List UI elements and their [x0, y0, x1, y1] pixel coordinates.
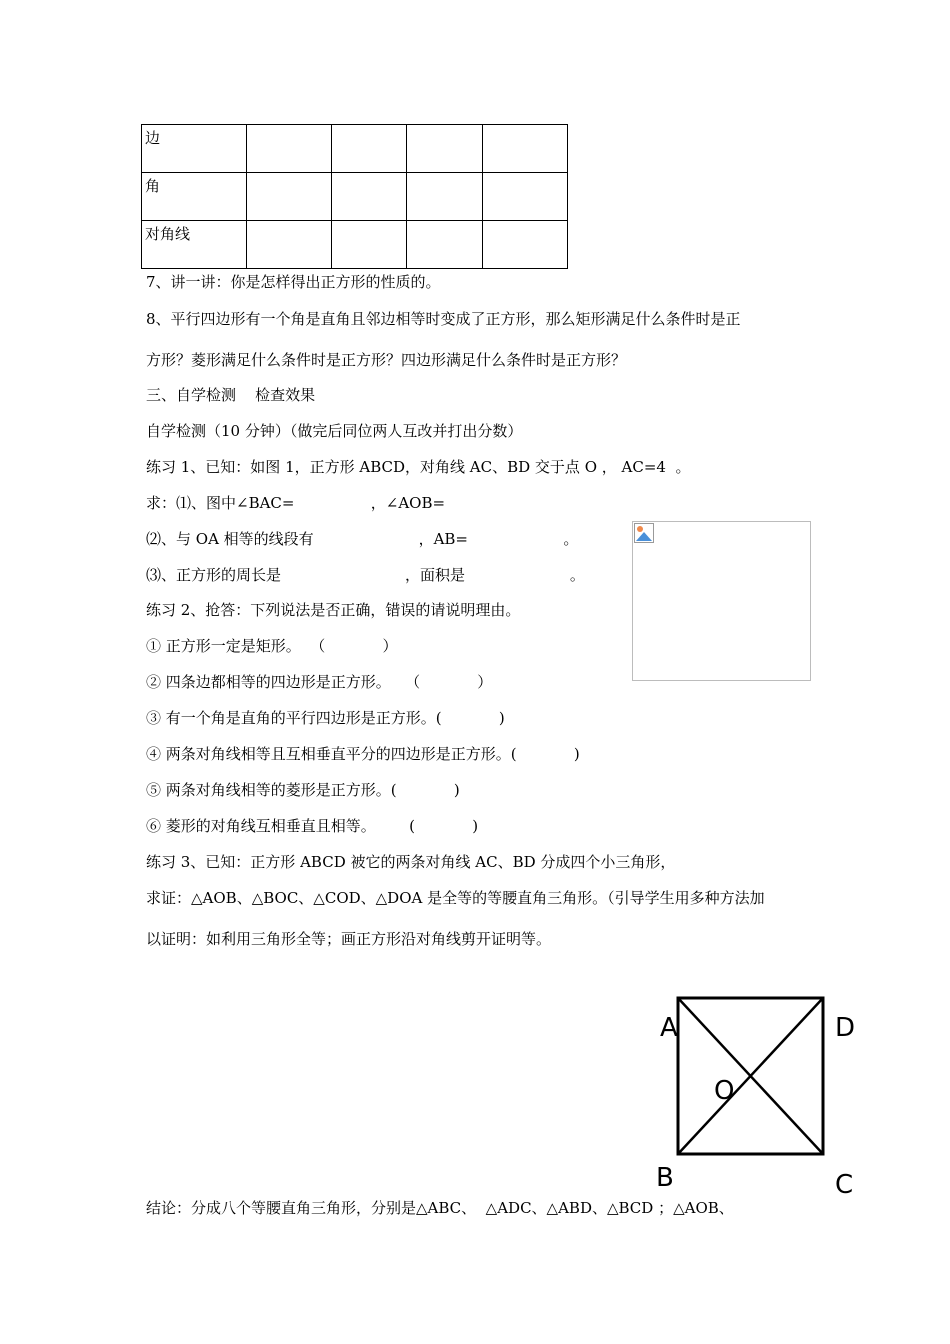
question-7: 7、讲一讲：你是怎样得出正方形的性质的。 — [146, 273, 441, 291]
exercise-2-item-1: ① 正方形一定是矩形。 （ ） — [146, 637, 398, 655]
table-cell — [407, 173, 483, 221]
table-row — [142, 125, 568, 173]
exercise-2-item-4: ④ 两条对角线相等且互相垂直平分的四边形是正方形。( ) — [146, 745, 580, 763]
square-abcd-figure — [650, 990, 870, 1200]
vertex-label-c: C — [835, 1170, 854, 1200]
exercise-1-q3: ⑶、正方形的周长是 ，面积是 。 — [146, 566, 585, 584]
exercise-3-proof-line-1: 求证：△AOB、△BOC、△COD、△DOA 是全等的等腰直角三角形。（引导学生用多种方法加 — [146, 889, 765, 907]
properties-table — [141, 124, 568, 269]
center-label-o: O — [714, 1076, 735, 1106]
conclusion: 结论：分成八个等腰直角三角形，分别是△ABC、 △ADC、△ABD、△BCD ；△AOB、 — [146, 1199, 734, 1217]
row-label-diagonal: 对角线 — [142, 221, 247, 269]
exercise-1-q2: ⑵、与 OA 相等的线段有 ，AB= 。 — [146, 530, 579, 548]
table-cell — [332, 125, 407, 173]
table-row — [142, 173, 568, 221]
question-8-line-2: 方形？菱形满足什么条件时是正方形？四边形满足什么条件时是正方形？ — [146, 351, 627, 369]
exercise-3-proof-line-2: 以证明：如利用三角形全等；画正方形沿对角线剪开证明等。 — [146, 930, 552, 948]
broken-image-icon — [634, 523, 654, 543]
question-8-line-1: 8、平行四边形有一个角是直角且邻边相等时变成了正方形，那么矩形满足什么条件时是正 — [146, 310, 741, 328]
exercise-2-item-6: ⑥ 菱形的对角线互相垂直且相等。 ( ) — [146, 817, 479, 835]
row-label-angle: 角 — [142, 173, 247, 221]
self-test-heading: 自学检测（10 分钟）（做完后同位两人互改并打出分数） — [146, 422, 523, 440]
table-cell — [407, 221, 483, 269]
table-cell — [483, 125, 568, 173]
exercise-2-item-2: ② 四条边都相等的四边形是正方形。 （ ） — [146, 673, 493, 691]
table-cell — [407, 125, 483, 173]
table-cell — [483, 221, 568, 269]
table-cell — [247, 221, 332, 269]
table-row — [142, 221, 568, 269]
exercise-3: 练习 3、已知：正方形 ABCD 被它的两条对角线 AC、BD 分成四个小三角形， — [146, 853, 676, 871]
vertex-label-d: D — [835, 1013, 856, 1043]
vertex-label-b: B — [656, 1163, 674, 1193]
table-cell — [247, 173, 332, 221]
exercise-2-item-3: ③ 有一个角是直角的平行四边形是正方形。( ) — [146, 709, 505, 727]
figure-1-image-placeholder — [632, 521, 811, 681]
table-cell — [332, 173, 407, 221]
section-3-heading: 三、自学检测 检查效果 — [146, 386, 316, 404]
exercise-1: 练习 1、已知：如图 1，正方形 ABCD，对角线 AC、BD 交于点 O ， AC=4 。 — [146, 458, 691, 476]
exercise-1-q1: 求：⑴、图中∠BAC= ，∠AOB= — [146, 494, 446, 512]
table-cell — [247, 125, 332, 173]
table-cell — [483, 173, 568, 221]
exercise-2: 练习 2、抢答：下列说法是否正确，错误的请说明理由。 — [146, 601, 521, 619]
vertex-label-a: A — [660, 1013, 678, 1043]
table-cell — [332, 221, 407, 269]
row-label-edge: 边 — [142, 125, 247, 173]
exercise-2-item-5: ⑤ 两条对角线相等的菱形是正方形。( ) — [146, 781, 460, 799]
